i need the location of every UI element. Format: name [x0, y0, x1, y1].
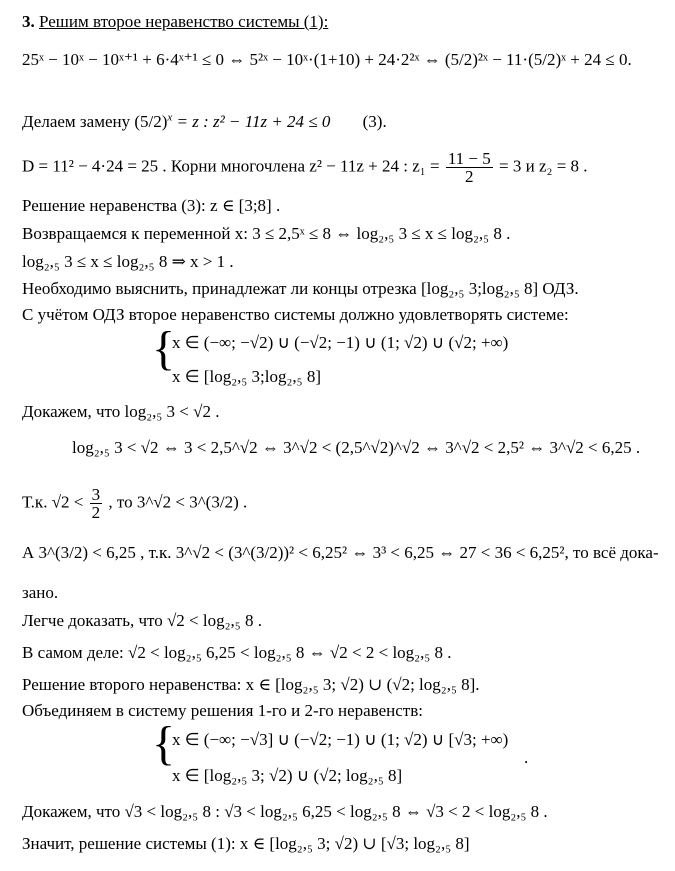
substitution-paren: $(5/2)^x$	[134, 111, 173, 131]
root-fraction	[446, 150, 493, 185]
since-end: , то 3^√2 < 3^(3/2) .	[108, 492, 248, 512]
since-fraction-denominator: 2	[91, 503, 101, 522]
since-fraction	[90, 486, 103, 521]
since-line	[22, 486, 247, 521]
step-number: 3.	[22, 12, 35, 31]
system-1-row-b: x ∈ [log₂,₅ 3;log₂,₅ 8]	[172, 367, 322, 386]
odz-check-line: Необходимо выяснить, принадлежат ли концы отрезка [log₂,₅ 3;log₂,₅ 8] ОДЗ.	[22, 279, 579, 298]
solution-3-line: Решение неравенства (3): z ∈ [3;8] .	[22, 196, 281, 215]
system-brace-1: {	[152, 322, 176, 375]
final-answer-line: Значит, решение системы (1): x ∈ [log₂,₅ 3; √2) ∪ [√3; log₂,₅ 8]	[22, 834, 470, 853]
proof-line-a: А 3^(3/2) < 6,25 , т.к. 3^√2 < (3^(3/2))² < 6,25² ⇔ 3³ < 6,25 ⇔ 27 < 36 < 6,25², то всё дока-	[22, 543, 659, 562]
step-title: Решим второе неравенство системы (1):	[39, 12, 329, 31]
since-fraction-numerator: 3	[91, 485, 101, 504]
root-fraction-numerator: 11 − 5	[447, 149, 491, 168]
indeed-line: В самом деле: √2 < log₂,₅ 6,25 < log₂,₅ 8 ⇔ √2 < 2 < log₂,₅ 8 .	[22, 643, 452, 662]
discriminant-text: D = 11² − 4·24 = 25 . Корни многочлена z² − 11z + 24 : z₁ =	[22, 156, 440, 176]
system-2-dot: .	[524, 748, 529, 767]
equation-line-1: 25ˣ − 10ˣ − 10ˣ⁺¹ + 6·4ˣ⁺¹ ≤ 0 ⇔ 5²ˣ − 10ˣ·(1+10) + 24·2²ˣ ⇔ (5/2)²ˣ − 11·(5/2)ˣ + 24 ≤ 0.	[22, 50, 632, 69]
substitution-math: = z : z² − 11z + 24 ≤ 0	[176, 112, 331, 131]
proof-line-end: зано.	[22, 583, 59, 602]
return-variable-line: Возвращаемся к переменной x: 3 ≤ 2,5ˣ ≤ 8 ⇔ log₂,₅ 3 ≤ x ≤ log₂,₅ 8 .	[22, 224, 511, 243]
discriminant-line	[22, 150, 588, 185]
log-bound-line: log₂,₅ 3 ≤ x ≤ log₂,₅ 8 ⇒ x > 1 .	[22, 252, 234, 271]
prove-line-2: Докажем, что √3 < log₂,₅ 8 : √3 < log₂,₅ 6,25 < log₂,₅ 8 ⇔ √3 < 2 < log₂,₅ 8 .	[22, 802, 548, 821]
odz-system-intro: С учётом ОДЗ второе неравенство системы должно удовлетворять системе:	[22, 305, 569, 324]
system-2-row-a: x ∈ (−∞; −√3] ∪ (−√2; −1) ∪ (1; √2) ∪ [√3; +∞)	[172, 730, 509, 749]
since-text: Т.к. √2 <	[22, 492, 84, 512]
system-brace-2: {	[152, 717, 176, 770]
step-heading	[22, 12, 328, 32]
substitution-text: Делаем замену	[22, 112, 131, 131]
equation-ref: (3).	[362, 112, 387, 131]
second-solution-line: Решение второго неравенства: x ∈ [log₂,₅ 3; √2) ∪ (√2; log₂,₅ 8].	[22, 675, 480, 694]
easier-proof-line: Легче доказать, что √2 < log₂,₅ 8 .	[22, 611, 262, 630]
system-1-row-a: x ∈ (−∞; −√2) ∪ (−√2; −1) ∪ (1; √2) ∪ (√2; +∞)	[172, 333, 509, 352]
roots-end: = 3 и z₂ = 8 .	[499, 156, 588, 176]
proof-chain-1: log₂,₅ 3 < √2 ⇔ 3 < 2,5^√2 ⇔ 3^√2 < (2,5^√2)^√2 ⇔ 3^√2 < 2,5² ⇔ 3^√2 < 6,25 .	[72, 438, 641, 457]
substitution-line	[22, 112, 387, 132]
prove-line-1: Докажем, что log₂,₅ 3 < √2 .	[22, 402, 220, 421]
system-2-row-b: x ∈ [log₂,₅ 3; √2) ∪ (√2; log₂,₅ 8]	[172, 766, 403, 785]
combine-intro-line: Объединяем в систему решения 1-го и 2-го неравенств:	[22, 701, 423, 720]
root-fraction-denominator: 2	[465, 167, 474, 186]
